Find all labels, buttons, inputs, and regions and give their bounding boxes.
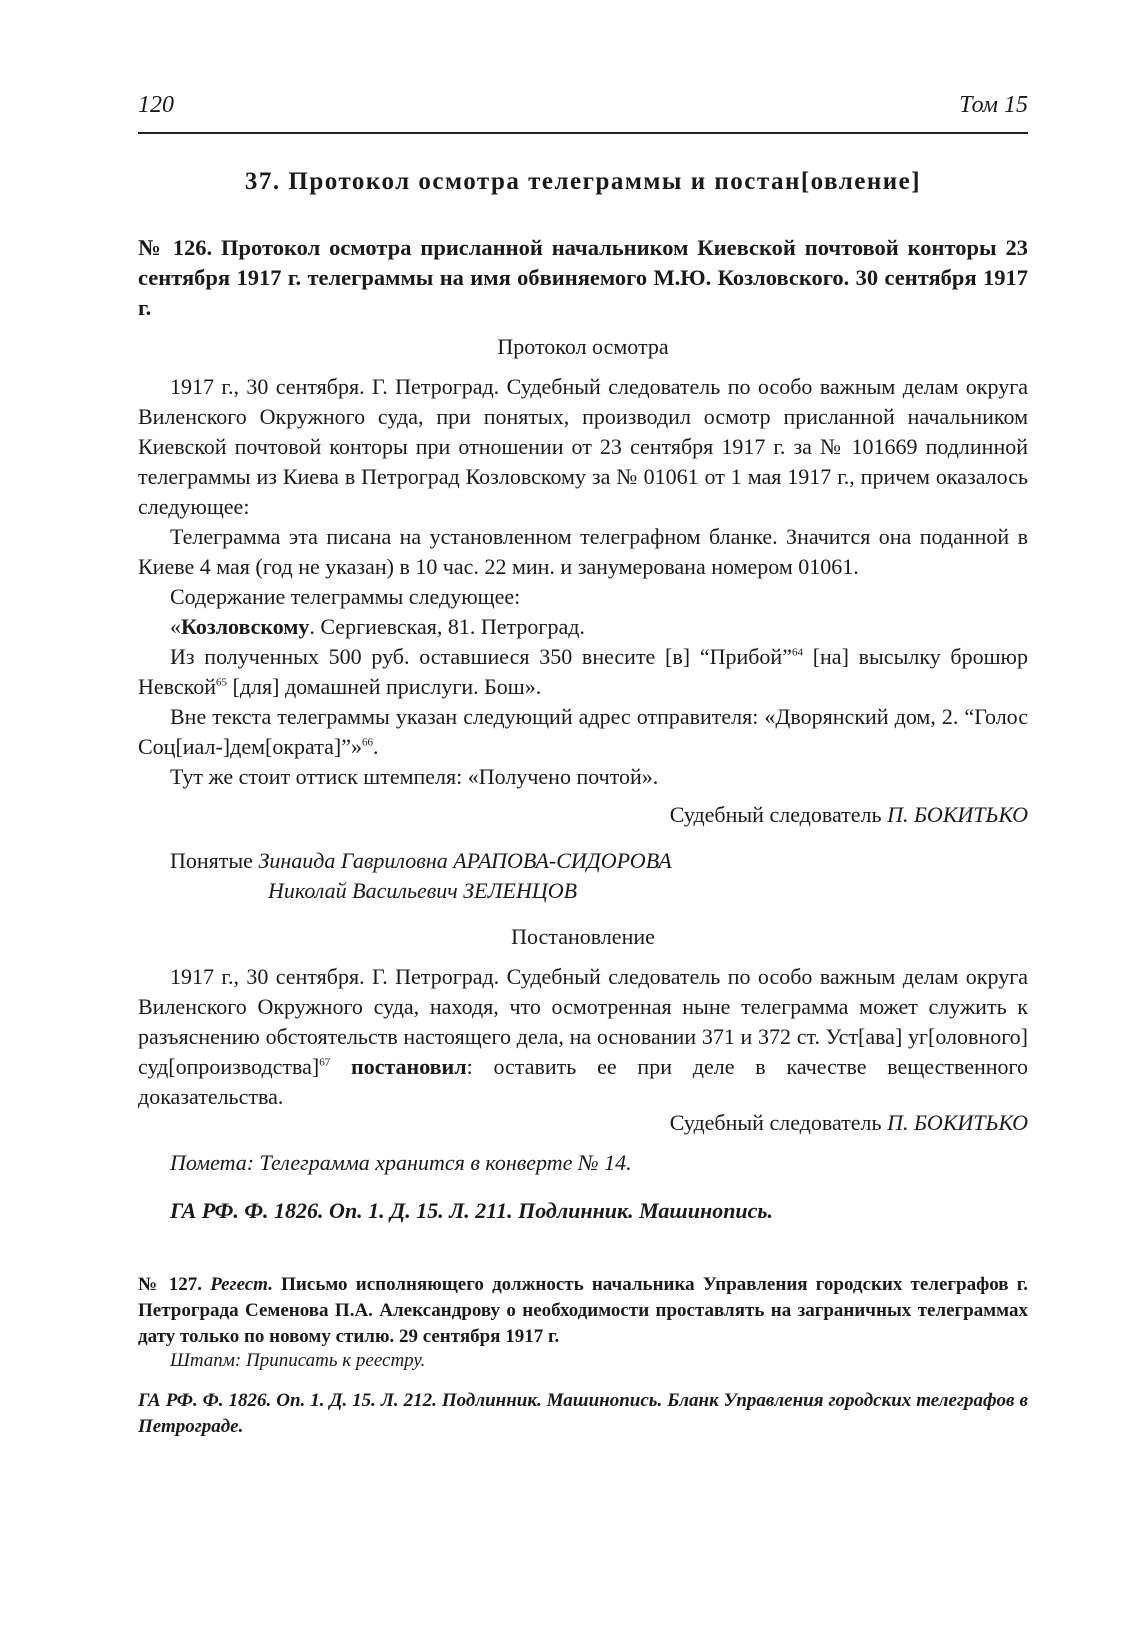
protocol-heading: Протокол осмотра: [497, 334, 669, 359]
paragraph: Телеграмма эта писана на установленном телеграфном бланке. Значится она поданной в Киеве 4 мая (год не указан) в 10 час. 22 мин. и занумерована номером 01061.: [138, 524, 1028, 579]
witness-name: Зинаида Гавриловна АРАПОВА-СИДОРОВА: [258, 848, 672, 873]
signer-name: П. БОКИТЬКО: [887, 1110, 1028, 1135]
paragraph: Тут же стоит оттиск штемпеля: «Получено почтой».: [170, 764, 659, 789]
archive-reference: ГА РФ. Ф. 1826. Оп. 1. Д. 15. Л. 211. Подлинник. Машинопись.: [170, 1198, 773, 1223]
paragraph: 1917 г., 30 сентября. Г. Петроград. Судебный следователь по особо важным делам округа Виленского Окружного суда, находя, что осмотренная ныне телеграмма может служить к разъяснению обстоятельств настоящего дела, на основании 371 и 372 ст. Уст[ава] уг[оловного] суд[опроизводства]$^{67}$ постановил: оставить ее при деле в качестве вещественного доказательства.: [138, 964, 1029, 1109]
footnote-ref: 67: [319, 1056, 331, 1069]
signature-line: Судебный следователь П. БОКИТЬКО: [669, 802, 1028, 827]
stamp-note: Штапм: Приписать к реестру.: [170, 1350, 426, 1371]
note: Помета: Телеграмма хранится в конверте № 14.: [170, 1150, 632, 1175]
footnote-ref: 64: [791, 646, 803, 659]
paragraph: Содержание телеграммы следующее:: [170, 584, 521, 609]
section-title: 37. Протокол осмотра телеграммы и постан[овление]: [244, 168, 922, 195]
paragraph: 1917 г., 30 сентября. Г. Петроград. Судебный следователь по особо важным делам округа Виленского Окружного суда, при понятых, производил осмотр присланной начальником Киевской почтовой конторы при отношении от 23 сентября 1917 г. за № 101669 подлинной телеграммы из Киева в Петроград Козловскому за № 01061 от 1 мая 1917 г., причем оказалось следующее:: [138, 374, 1028, 519]
header-rule: [138, 132, 1028, 134]
document-126-title: № 126. Протокол осмотра присланной начальником Киевской почтовой конторы 23 сентября 1917 г. телеграммы на имя обвиняемого М.Ю. Козловского. 30 сентября 1917 г.: [138, 235, 1028, 320]
signer-name: П. БОКИТЬКО: [887, 802, 1028, 827]
paragraph: Из полученных 500 руб. оставшиеся 350 внесите [в] “Прибой”$^{64}$ [на] высылку брошюр Невской$^{65}$ [для] домашней прислуги. Бош».: [138, 644, 1028, 699]
footnote-ref: 65: [216, 676, 228, 689]
footnote-ref: 66: [361, 736, 373, 749]
paragraph: Вне текста телеграммы указан следующий адрес отправителя: «Дворянский дом, 2. “Голос Соц[иал-]дем[ократа]”»$^{66}$.: [138, 704, 1028, 759]
decision-heading: Постановление: [511, 924, 655, 949]
addressee: Козловскому: [181, 614, 310, 639]
signature-line: Судебный следователь П. БОКИТЬКО: [669, 1110, 1028, 1135]
document-127-title: № 127. Регест. Письмо исполняющего должность начальника Управления городских телеграфов г. Петрограда Семенова П.А. Александрову о необходимости проставлять на заграничных телеграммах дату только по новому стилю. 29 сентября 1917 г.: [138, 1274, 1028, 1347]
page-number: 120: [138, 92, 174, 118]
protocol-body: [138, 372, 1028, 792]
witnesses: Понятые Зинаида Гавриловна АРАПОВА-СИДОРОВА Николай Васильевич ЗЕЛЕНЦОВ: [170, 848, 672, 903]
running-header: [138, 92, 1028, 132]
archive-reference: ГА РФ. Ф. 1826. Оп. 1. Д. 15. Л. 212. Подлинник. Машинопись. Бланк Управления городских телеграфов в Петрограде.: [138, 1390, 1028, 1437]
decision-body: [138, 962, 1028, 1112]
paragraph: «Козловскому. Сергиевская, 81. Петроград.: [170, 614, 585, 639]
witness-name: Николай Васильевич ЗЕЛЕНЦОВ: [268, 878, 578, 903]
volume-label: Том 15: [959, 92, 1028, 118]
